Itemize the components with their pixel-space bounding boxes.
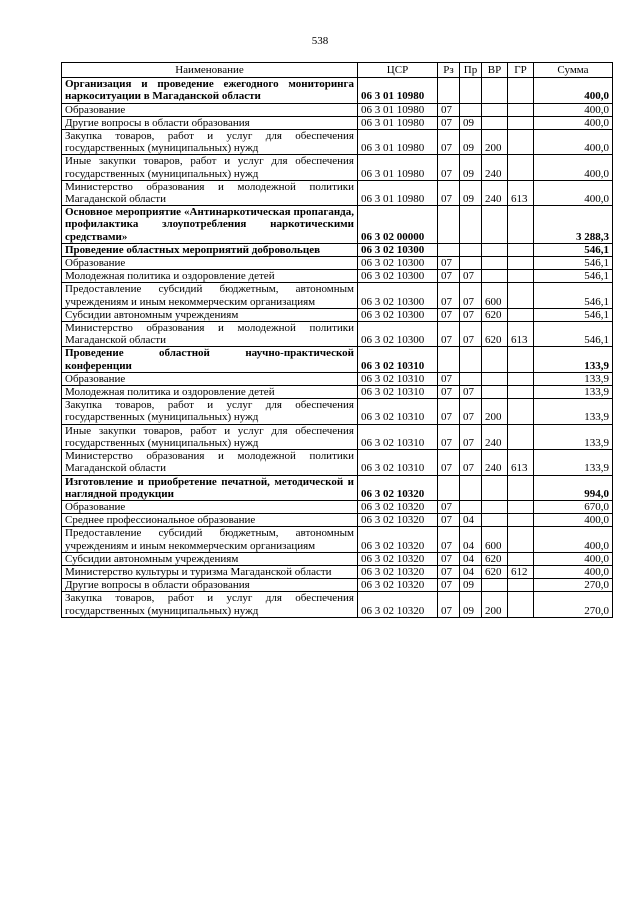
cell-vr: 240 <box>482 450 508 475</box>
cell-pr: 07 <box>460 399 482 424</box>
cell-vr <box>482 206 508 244</box>
cell-rz: 07 <box>438 116 460 129</box>
header-pr: Пр <box>460 63 482 78</box>
cell-vr <box>482 103 508 116</box>
cell-pr: 04 <box>460 552 482 565</box>
table-row <box>62 527 613 552</box>
cell-rz: 07 <box>438 399 460 424</box>
cell-pr: 07 <box>460 386 482 399</box>
cell-name: Проведение областных мероприятий добровольцев <box>62 243 358 256</box>
cell-sum: 3 288,3 <box>534 206 613 244</box>
cell-name: Образование <box>62 372 358 385</box>
cell-vr <box>482 78 508 103</box>
header-name: Наименование <box>62 63 358 78</box>
table-row <box>62 372 613 385</box>
cell-rz <box>438 206 460 244</box>
cell-csr: 06 3 02 10310 <box>358 399 438 424</box>
cell-rz: 07 <box>438 372 460 385</box>
cell-pr <box>460 372 482 385</box>
cell-name: Основное мероприятие «Антинаркотическая пропаганда, профилактика злоупотребления наркотическими средствами» <box>62 206 358 244</box>
cell-vr: 240 <box>482 155 508 180</box>
cell-rz: 07 <box>438 500 460 513</box>
cell-gr <box>508 206 534 244</box>
cell-gr <box>508 552 534 565</box>
cell-vr: 200 <box>482 130 508 155</box>
cell-vr <box>482 347 508 372</box>
cell-pr: 04 <box>460 527 482 552</box>
cell-csr: 06 3 02 10310 <box>358 386 438 399</box>
cell-csr: 06 3 02 10320 <box>358 579 438 592</box>
budget-table <box>61 62 613 618</box>
table-row <box>62 103 613 116</box>
cell-pr <box>460 475 482 500</box>
cell-gr: 613 <box>508 450 534 475</box>
cell-csr: 06 3 02 10310 <box>358 450 438 475</box>
cell-sum: 133,9 <box>534 424 613 449</box>
cell-csr: 06 3 02 10300 <box>358 243 438 256</box>
cell-name: Закупка товаров, работ и услуг для обеспечения государственных (муниципальных) нужд <box>62 130 358 155</box>
cell-sum: 400,0 <box>534 116 613 129</box>
table-row <box>62 257 613 270</box>
cell-rz: 07 <box>438 386 460 399</box>
cell-gr: 613 <box>508 180 534 205</box>
cell-rz: 07 <box>438 552 460 565</box>
cell-gr <box>508 372 534 385</box>
cell-rz <box>438 347 460 372</box>
cell-csr: 06 3 02 10320 <box>358 514 438 527</box>
cell-vr: 600 <box>482 527 508 552</box>
cell-pr: 07 <box>460 283 482 308</box>
cell-gr <box>508 116 534 129</box>
cell-rz: 07 <box>438 257 460 270</box>
cell-sum: 133,9 <box>534 399 613 424</box>
cell-gr <box>508 78 534 103</box>
cell-rz: 07 <box>438 450 460 475</box>
cell-sum: 400,0 <box>534 103 613 116</box>
cell-name: Министерство культуры и туризма Магаданской области <box>62 565 358 578</box>
cell-pr: 09 <box>460 592 482 617</box>
cell-rz: 07 <box>438 322 460 347</box>
cell-gr <box>508 103 534 116</box>
table-row <box>62 579 613 592</box>
cell-name: Предоставление субсидий бюджетным, автономным учреждениям и иным некоммерческим организациям <box>62 283 358 308</box>
cell-pr: 07 <box>460 424 482 449</box>
table-row <box>62 424 613 449</box>
cell-vr <box>482 579 508 592</box>
cell-gr <box>508 592 534 617</box>
table-row <box>62 450 613 475</box>
cell-gr <box>508 514 534 527</box>
table-row <box>62 322 613 347</box>
cell-vr: 620 <box>482 322 508 347</box>
cell-csr: 06 3 01 10980 <box>358 116 438 129</box>
cell-sum: 270,0 <box>534 592 613 617</box>
cell-csr: 06 3 02 10320 <box>358 475 438 500</box>
cell-csr: 06 3 01 10980 <box>358 155 438 180</box>
cell-vr <box>482 116 508 129</box>
cell-sum: 670,0 <box>534 500 613 513</box>
cell-pr <box>460 347 482 372</box>
cell-csr: 06 3 02 00000 <box>358 206 438 244</box>
table-row <box>62 283 613 308</box>
page-number: 538 <box>311 35 329 47</box>
cell-sum: 546,1 <box>534 322 613 347</box>
cell-rz: 07 <box>438 283 460 308</box>
cell-vr: 200 <box>482 592 508 617</box>
table-row <box>62 500 613 513</box>
header-gr: ГР <box>508 63 534 78</box>
cell-pr: 04 <box>460 514 482 527</box>
cell-sum: 994,0 <box>534 475 613 500</box>
cell-csr: 06 3 02 10300 <box>358 270 438 283</box>
table-row <box>62 308 613 321</box>
table-header-row <box>62 63 613 78</box>
cell-name: Молодежная политика и оздоровление детей <box>62 386 358 399</box>
cell-name: Иные закупки товаров, работ и услуг для обеспечения государственных (муниципальных) нужд <box>62 424 358 449</box>
cell-gr <box>508 308 534 321</box>
cell-gr <box>508 283 534 308</box>
cell-pr: 09 <box>460 130 482 155</box>
cell-csr: 06 3 01 10980 <box>358 180 438 205</box>
table-row <box>62 180 613 205</box>
cell-sum: 546,1 <box>534 283 613 308</box>
header-rz: Рз <box>438 63 460 78</box>
cell-name: Субсидии автономным учреждениям <box>62 552 358 565</box>
cell-sum: 270,0 <box>534 579 613 592</box>
table-row <box>62 155 613 180</box>
cell-vr: 200 <box>482 399 508 424</box>
table-row <box>62 243 613 256</box>
header-vr: ВР <box>482 63 508 78</box>
cell-pr: 09 <box>460 180 482 205</box>
cell-name: Изготовление и приобретение печатной, методической и наглядной продукции <box>62 475 358 500</box>
cell-csr: 06 3 02 10300 <box>358 322 438 347</box>
cell-name: Образование <box>62 103 358 116</box>
header-csr: ЦСР <box>358 63 438 78</box>
cell-rz <box>438 243 460 256</box>
cell-csr: 06 3 02 10310 <box>358 424 438 449</box>
cell-csr: 06 3 02 10320 <box>358 592 438 617</box>
cell-gr <box>508 243 534 256</box>
cell-rz: 07 <box>438 180 460 205</box>
cell-vr <box>482 386 508 399</box>
cell-sum: 546,1 <box>534 257 613 270</box>
cell-gr <box>508 527 534 552</box>
cell-gr <box>508 475 534 500</box>
cell-rz <box>438 78 460 103</box>
cell-rz: 07 <box>438 155 460 180</box>
cell-vr: 620 <box>482 552 508 565</box>
cell-vr: 620 <box>482 565 508 578</box>
cell-sum: 400,0 <box>534 130 613 155</box>
cell-name: Образование <box>62 257 358 270</box>
cell-name: Образование <box>62 500 358 513</box>
cell-pr <box>460 257 482 270</box>
cell-sum: 546,1 <box>534 270 613 283</box>
cell-gr <box>508 579 534 592</box>
cell-pr: 04 <box>460 565 482 578</box>
cell-pr <box>460 206 482 244</box>
cell-gr <box>508 424 534 449</box>
table-row <box>62 565 613 578</box>
cell-gr: 613 <box>508 322 534 347</box>
cell-name: Предоставление субсидий бюджетным, автономным учреждениям и иным некоммерческим организациям <box>62 527 358 552</box>
cell-csr: 06 3 02 10320 <box>358 527 438 552</box>
table-row <box>62 347 613 372</box>
table-row <box>62 206 613 244</box>
cell-rz <box>438 475 460 500</box>
cell-sum: 546,1 <box>534 243 613 256</box>
cell-sum: 400,0 <box>534 78 613 103</box>
cell-pr <box>460 243 482 256</box>
cell-pr: 07 <box>460 270 482 283</box>
table-row <box>62 78 613 103</box>
cell-gr <box>508 130 534 155</box>
cell-rz: 07 <box>438 514 460 527</box>
cell-rz: 07 <box>438 103 460 116</box>
cell-rz: 07 <box>438 592 460 617</box>
cell-vr <box>482 500 508 513</box>
cell-vr <box>482 372 508 385</box>
cell-gr <box>508 386 534 399</box>
cell-sum: 546,1 <box>534 308 613 321</box>
cell-rz: 07 <box>438 270 460 283</box>
cell-name: Другие вопросы в области образования <box>62 579 358 592</box>
table-row <box>62 130 613 155</box>
cell-sum: 400,0 <box>534 180 613 205</box>
cell-vr <box>482 514 508 527</box>
cell-sum: 400,0 <box>534 527 613 552</box>
cell-name: Другие вопросы в области образования <box>62 116 358 129</box>
cell-csr: 06 3 02 10320 <box>358 565 438 578</box>
cell-vr: 240 <box>482 424 508 449</box>
cell-pr: 09 <box>460 155 482 180</box>
cell-name: Организация и проведение ежегодного мониторинга наркоситуации в Магаданской области <box>62 78 358 103</box>
cell-vr <box>482 243 508 256</box>
cell-csr: 06 3 02 10300 <box>358 283 438 308</box>
table-row <box>62 399 613 424</box>
table-row <box>62 270 613 283</box>
cell-pr: 07 <box>460 450 482 475</box>
cell-csr: 06 3 02 10310 <box>358 347 438 372</box>
cell-gr <box>508 500 534 513</box>
cell-name: Закупка товаров, работ и услуг для обеспечения государственных (муниципальных) нужд <box>62 399 358 424</box>
cell-name: Проведение областной научно-практической конференции <box>62 347 358 372</box>
cell-name: Среднее профессиональное образование <box>62 514 358 527</box>
cell-csr: 06 3 02 10300 <box>358 308 438 321</box>
cell-gr <box>508 155 534 180</box>
cell-name: Субсидии автономным учреждениям <box>62 308 358 321</box>
table-row <box>62 386 613 399</box>
cell-csr: 06 3 01 10980 <box>358 130 438 155</box>
cell-rz: 07 <box>438 308 460 321</box>
cell-name: Министерство образования и молодежной политики Магаданской области <box>62 322 358 347</box>
table-row <box>62 116 613 129</box>
cell-rz: 07 <box>438 565 460 578</box>
cell-vr: 620 <box>482 308 508 321</box>
cell-gr <box>508 270 534 283</box>
cell-csr: 06 3 01 10980 <box>358 103 438 116</box>
cell-sum: 133,9 <box>534 386 613 399</box>
cell-csr: 06 3 02 10320 <box>358 552 438 565</box>
cell-gr <box>508 399 534 424</box>
cell-sum: 400,0 <box>534 552 613 565</box>
cell-gr <box>508 347 534 372</box>
cell-pr: 09 <box>460 579 482 592</box>
cell-name: Иные закупки товаров, работ и услуг для обеспечения государственных (муниципальных) нужд <box>62 155 358 180</box>
cell-rz: 07 <box>438 527 460 552</box>
cell-gr <box>508 257 534 270</box>
cell-pr: 07 <box>460 308 482 321</box>
cell-sum: 133,9 <box>534 372 613 385</box>
table-row <box>62 475 613 500</box>
cell-pr <box>460 103 482 116</box>
cell-gr: 612 <box>508 565 534 578</box>
cell-sum: 400,0 <box>534 155 613 180</box>
cell-rz: 07 <box>438 579 460 592</box>
cell-sum: 400,0 <box>534 514 613 527</box>
cell-csr: 06 3 01 10980 <box>358 78 438 103</box>
cell-sum: 133,9 <box>534 450 613 475</box>
cell-sum: 133,9 <box>534 347 613 372</box>
cell-pr <box>460 500 482 513</box>
cell-pr: 07 <box>460 322 482 347</box>
cell-vr: 600 <box>482 283 508 308</box>
cell-vr <box>482 475 508 500</box>
cell-vr <box>482 257 508 270</box>
table-row <box>62 514 613 527</box>
header-sum: Сумма <box>534 63 613 78</box>
cell-vr <box>482 270 508 283</box>
cell-rz: 07 <box>438 130 460 155</box>
cell-csr: 06 3 02 10320 <box>358 500 438 513</box>
table-row <box>62 552 613 565</box>
cell-name: Министерство образования и молодежной политики Магаданской области <box>62 180 358 205</box>
cell-pr <box>460 78 482 103</box>
cell-name: Министерство образования и молодежной политики Магаданской области <box>62 450 358 475</box>
cell-vr: 240 <box>482 180 508 205</box>
cell-name: Закупка товаров, работ и услуг для обеспечения государственных (муниципальных) нужд <box>62 592 358 617</box>
cell-rz: 07 <box>438 424 460 449</box>
cell-sum: 400,0 <box>534 565 613 578</box>
cell-pr: 09 <box>460 116 482 129</box>
cell-name: Молодежная политика и оздоровление детей <box>62 270 358 283</box>
cell-csr: 06 3 02 10300 <box>358 257 438 270</box>
table-row <box>62 592 613 617</box>
cell-csr: 06 3 02 10310 <box>358 372 438 385</box>
